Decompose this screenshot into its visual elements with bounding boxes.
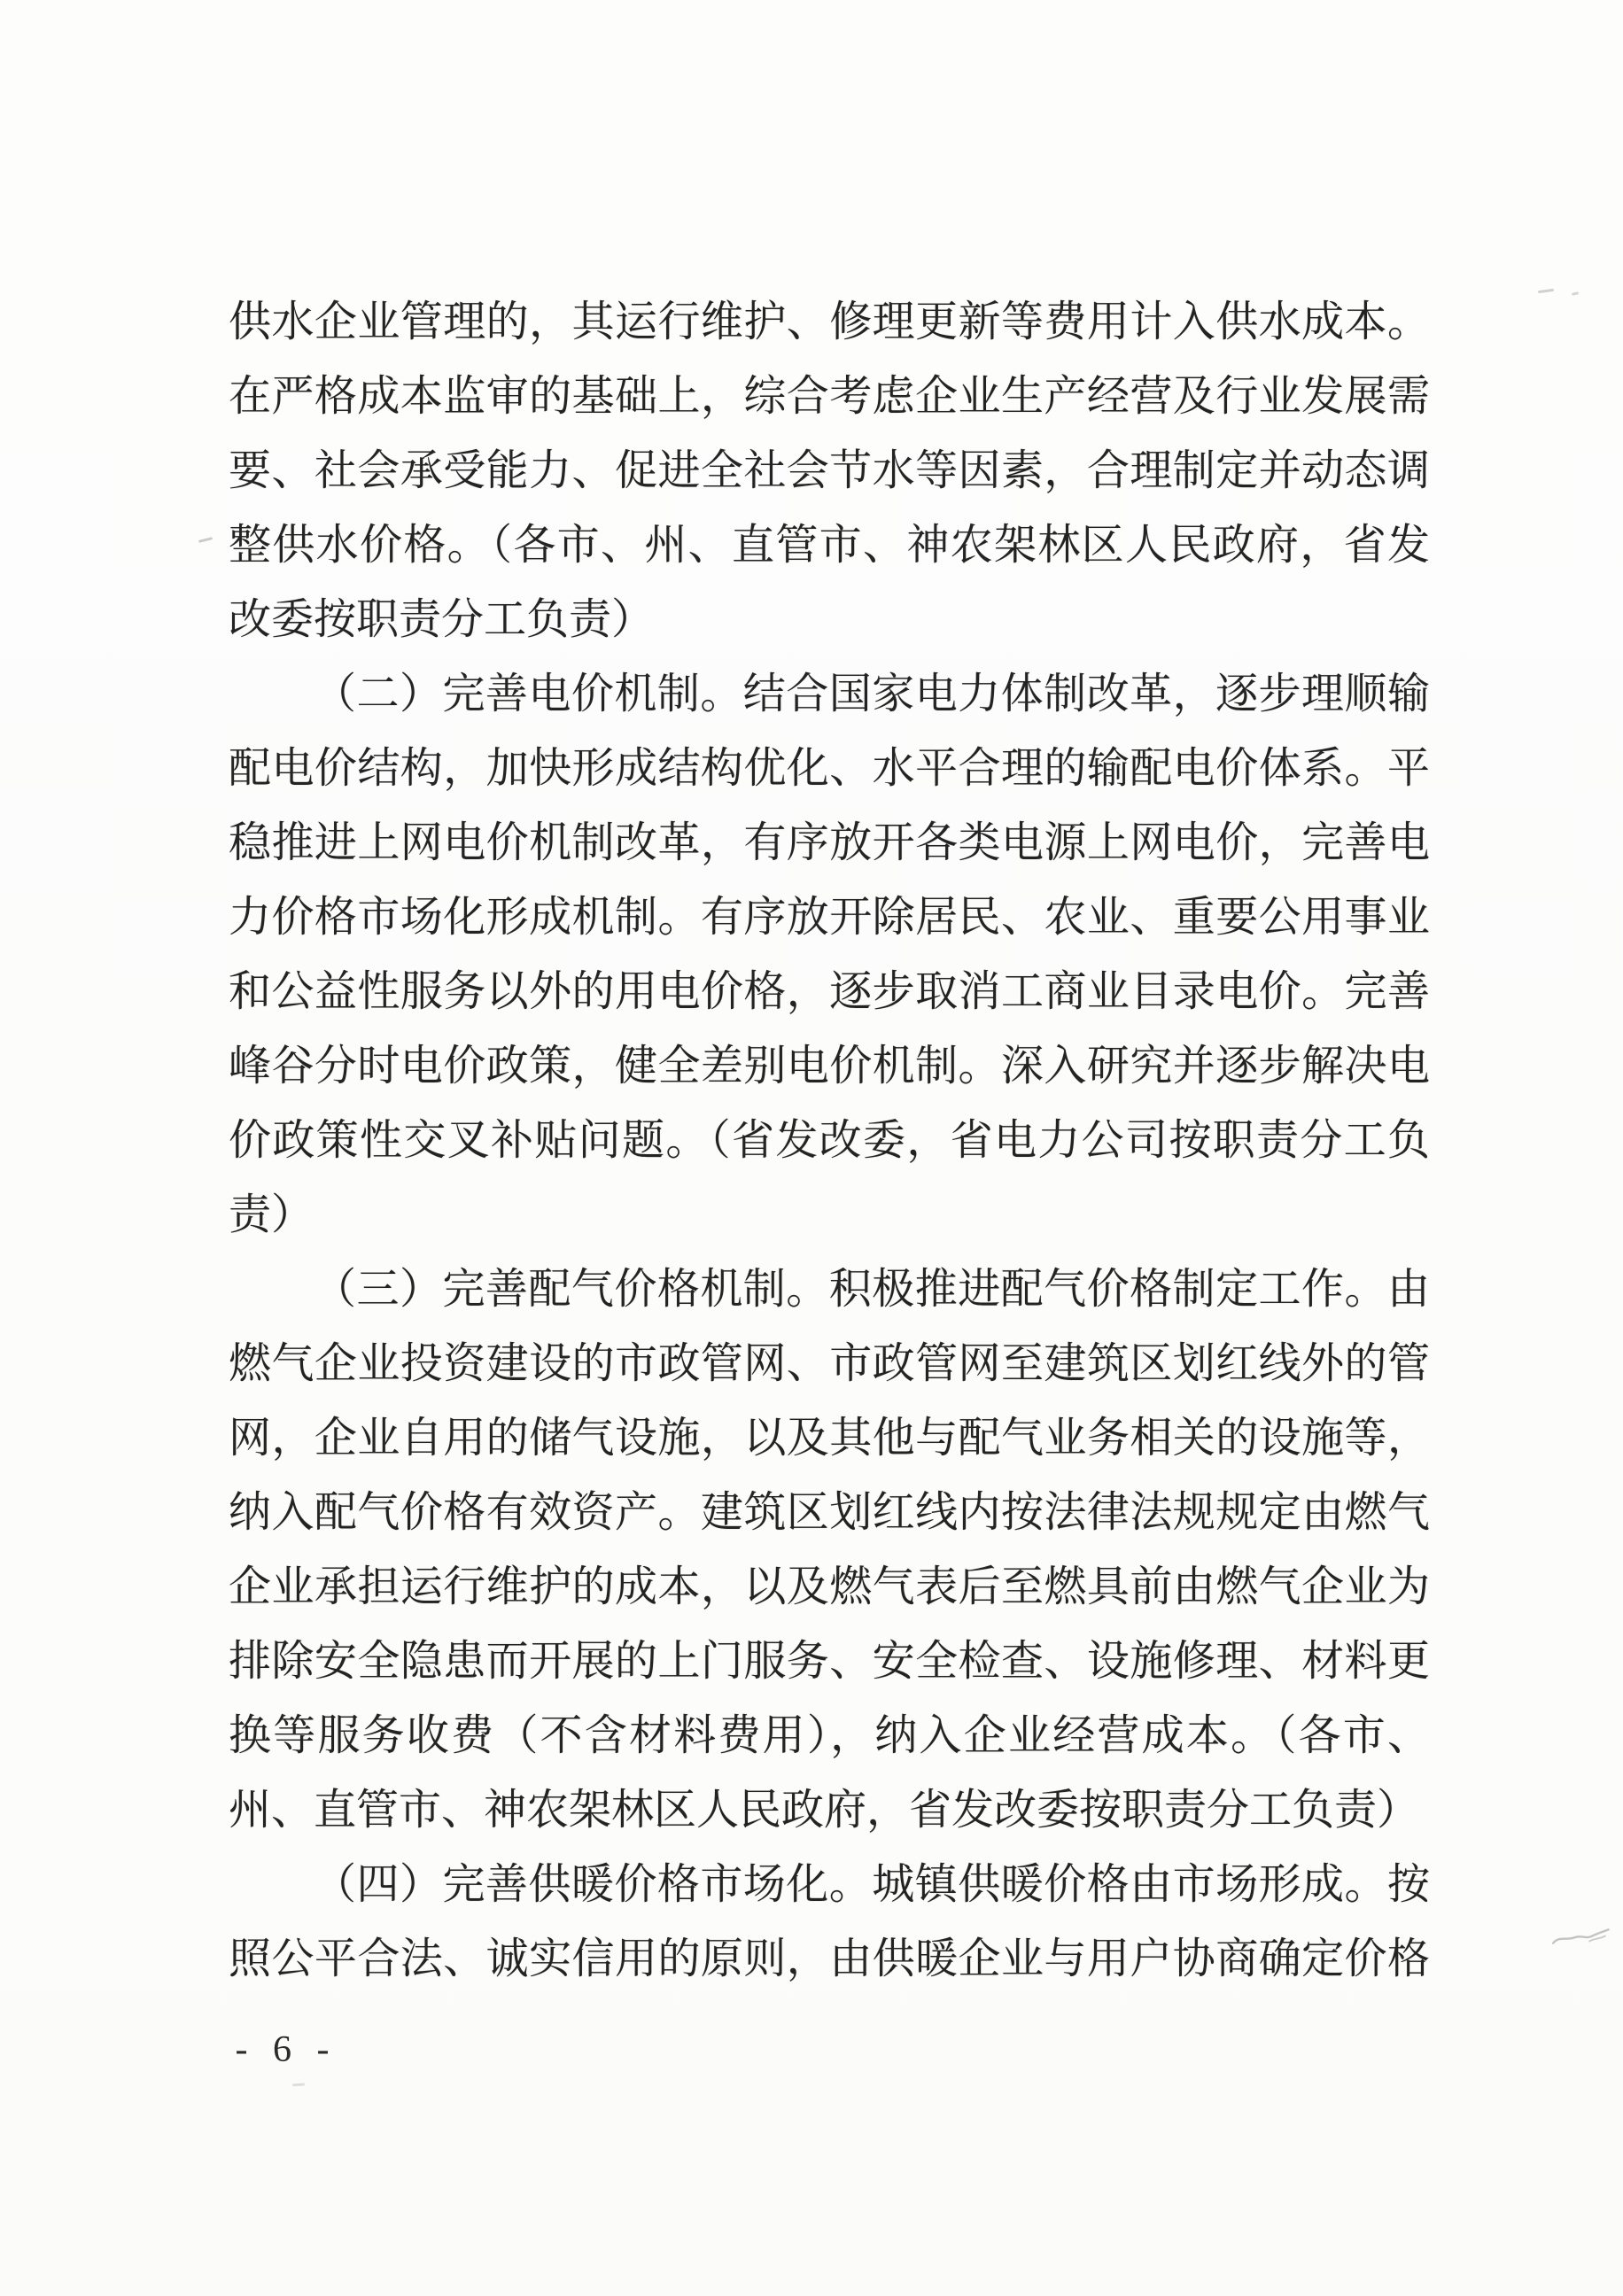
paragraph-electricity-price bbox=[229, 657, 1430, 1253]
text-line: 整供水价格。（各市、州、直管市、神农架林区人民政府，省发 bbox=[229, 522, 1430, 569]
text-line: 在严格成本监审的基础上，综合考虑企业生产经营及行业发展需 bbox=[229, 373, 1430, 420]
text-line: 照公平合法、诚实信用的原则，由供暖企业与用户协商确定价格 bbox=[229, 1935, 1430, 1982]
paragraph-water-price bbox=[229, 285, 1430, 657]
text-line: 换等服务收费（不含材料费用），纳入企业经营成本。（各市、 bbox=[229, 1712, 1430, 1759]
text-line: 纳入配气价格有效资产。建筑区划红线内按法律法规规定由燃气 bbox=[229, 1489, 1430, 1536]
text-line: 稳推进上网电价机制改革，有序放开各类电源上网电价，完善电 bbox=[229, 819, 1430, 866]
text-line: 配电价结构，加快形成结构优化、水平合理的输配电价体系。平 bbox=[229, 745, 1430, 792]
text-line: 燃气企业投资建设的市政管网、市政管网至建筑区划红线外的管 bbox=[229, 1340, 1430, 1387]
paragraph-heating-price bbox=[229, 1848, 1430, 1997]
text-line: 改委按职责分工负责） bbox=[229, 596, 655, 643]
text-line: 和公益性服务以外的用电价格，逐步取消工商业目录电价。完善 bbox=[229, 968, 1430, 1015]
pen-scribble-mark bbox=[1549, 1924, 1612, 1954]
text-line: 要、社会承受能力、促进全社会节水等因素，合理制定并动态调 bbox=[229, 447, 1430, 494]
text-line: 责） bbox=[229, 1191, 315, 1238]
scan-smudge-mark bbox=[198, 537, 213, 543]
text-line: 网，企业自用的储气设施，以及其他与配气业务相关的设施等， bbox=[229, 1415, 1430, 1462]
page-number: - 6 - bbox=[235, 2029, 338, 2070]
text-line: 峰谷分时电价政策，健全差别电价机制。深入研究并逐步解决电 bbox=[229, 1043, 1430, 1090]
text-line: 力价格市场化形成机制。有序放开除居民、农业、重要公用事业 bbox=[229, 894, 1430, 941]
paragraph-gas-distribution-price bbox=[229, 1253, 1430, 1848]
text-line: 企业承担运行维护的成本，以及燃气表后至燃具前由燃气企业为 bbox=[229, 1563, 1430, 1610]
text-line: 排除安全隐患而开展的上门服务、安全检查、设施修理、材料更 bbox=[229, 1638, 1430, 1685]
scan-smudge-mark bbox=[1538, 289, 1554, 293]
scan-smudge-mark bbox=[292, 2083, 305, 2087]
body-text bbox=[229, 285, 1430, 1997]
text-line: 州、直管市、神农架林区人民政府，省发改委按职责分工负责） bbox=[229, 1787, 1420, 1834]
text-line: （二）完善电价机制。结合国家电力体制改革，逐步理顺输 bbox=[314, 671, 1430, 718]
text-line: 价政策性交叉补贴问题。（省发改委，省电力公司按职责分工负 bbox=[229, 1117, 1430, 1164]
scan-smudge-mark bbox=[1572, 291, 1579, 296]
text-line: （三）完善配气价格机制。积极推进配气价格制定工作。由 bbox=[314, 1266, 1430, 1313]
text-line: （四）完善供暖价格市场化。城镇供暖价格由市场形成。按 bbox=[314, 1861, 1430, 1908]
text-line: 供水企业管理的，其运行维护、修理更新等费用计入供水成本。 bbox=[229, 299, 1430, 345]
